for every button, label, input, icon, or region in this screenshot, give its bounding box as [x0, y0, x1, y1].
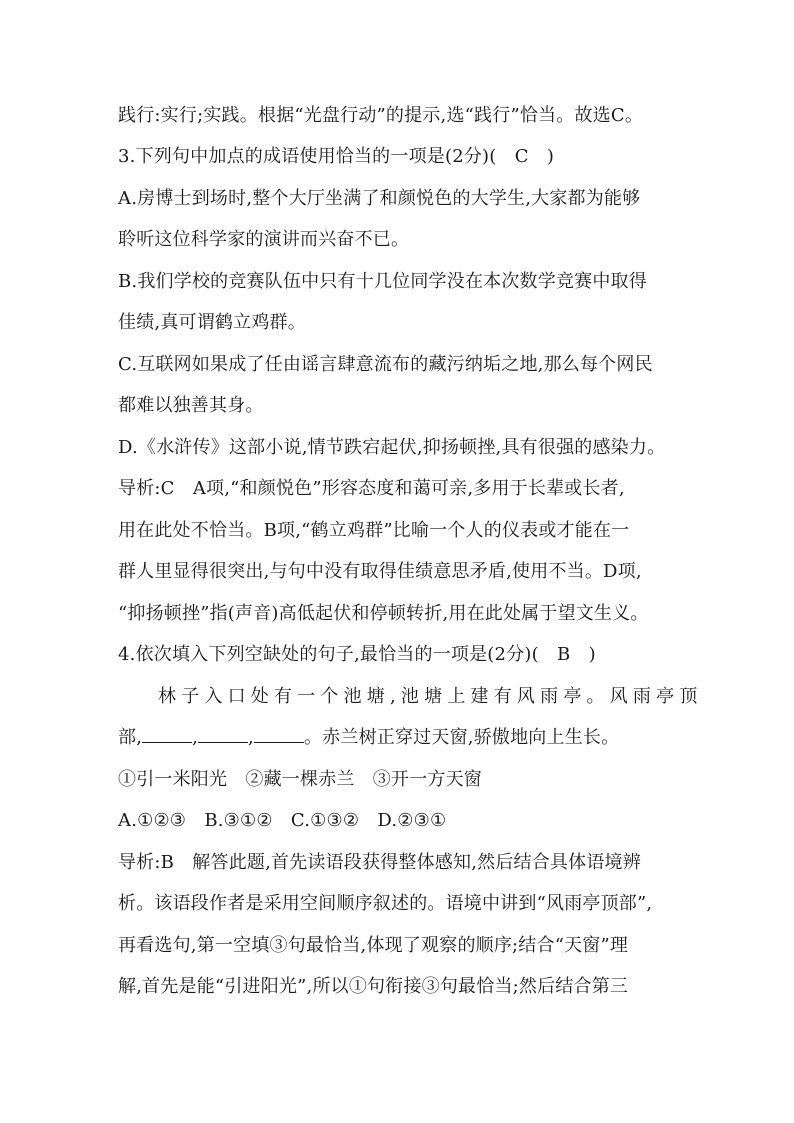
- question-3-stem: 3.下列句中加点的成语使用恰当的一项是(2分)( C ): [118, 146, 555, 167]
- analysis-line: 群人里显得很突出,与句中没有取得佳绩意思矛盾,使用不当。D项,: [118, 561, 642, 582]
- analysis-line: 用在此处不恰当。B项,“鹤立鸡群”比喻一个人的仪表或才能在一: [118, 520, 630, 541]
- option-b-continued: 佳绩,真可谓鹤立鸡群。: [118, 312, 306, 333]
- option-c-line: C.互联网如果成了任由谣言肆意流布的藏污纳垢之地,那么每个网民: [118, 354, 653, 375]
- passage-fill-line: [118, 726, 688, 750]
- analysis-line: 析。该语段作者是采用空间顺序叙述的。语境中讲到“风雨亭顶部”,: [118, 893, 653, 914]
- question-4-stem: 4.依次填入下列空缺处的句子,最恰当的一项是(2分)( B ): [118, 644, 596, 665]
- analysis-line: 再看选句,第一空填③句最恰当,体现了观察的顺序;结合“天窗”理: [118, 935, 629, 956]
- fill-blank-2: [198, 726, 248, 743]
- analysis-line: 解,首先是能“引进阳光”,所以①句衔接③句最恰当;然后结合第三: [118, 976, 629, 997]
- fill-blank-3: [254, 726, 304, 743]
- option-a-continued: 聆听这位科学家的演讲而兴奋不已。: [118, 229, 410, 250]
- passage-line: 林子入口处有一个池塘,池塘上建有风雨亭。风雨亭顶: [158, 686, 703, 707]
- fill-blank-1: [142, 726, 192, 743]
- option-b-line: B.我们学校的竞赛队伍中只有十几位同学没在本次数学竞赛中取得: [118, 271, 647, 292]
- passage-text: 。赤兰树正穿过天窗,骄傲地向上生长。: [303, 727, 620, 748]
- passage-text: ,: [192, 727, 199, 748]
- analysis-line: 导析:B 解答此题,首先读语段获得整体感知,然后结合具体语境辨: [118, 852, 641, 873]
- analysis-line: “抑扬顿挫”指(声音)高低起伏和停顿转折,用在此处属于望文生义。: [118, 603, 649, 624]
- answer-options: A.①②③ B.③①② C.①③② D.②③①: [118, 810, 447, 831]
- passage-text: ,: [248, 727, 254, 748]
- option-c-continued: 都难以独善其身。: [118, 395, 264, 416]
- option-d-line: D.《水浒传》这部小说,情节跌宕起伏,抑扬顿挫,具有很强的感染力。: [118, 437, 666, 458]
- option-a-line: A.房博士到场时,整个大厅坐满了和颜悦色的大学生,大家都为能够: [118, 188, 641, 209]
- text-line: 践行:实行;实践。根据“光盘行动”的提示,选“践行”恰当。故选C。: [118, 105, 644, 126]
- analysis-line: 导析:C A项,“和颜悦色”形容态度和蔼可亲,多用于长辈或长者,: [118, 478, 625, 499]
- passage-text: 部,: [118, 727, 143, 748]
- sentence-choices: ①引一米阳光 ②藏一棵赤兰 ③开一方天窗: [118, 769, 482, 790]
